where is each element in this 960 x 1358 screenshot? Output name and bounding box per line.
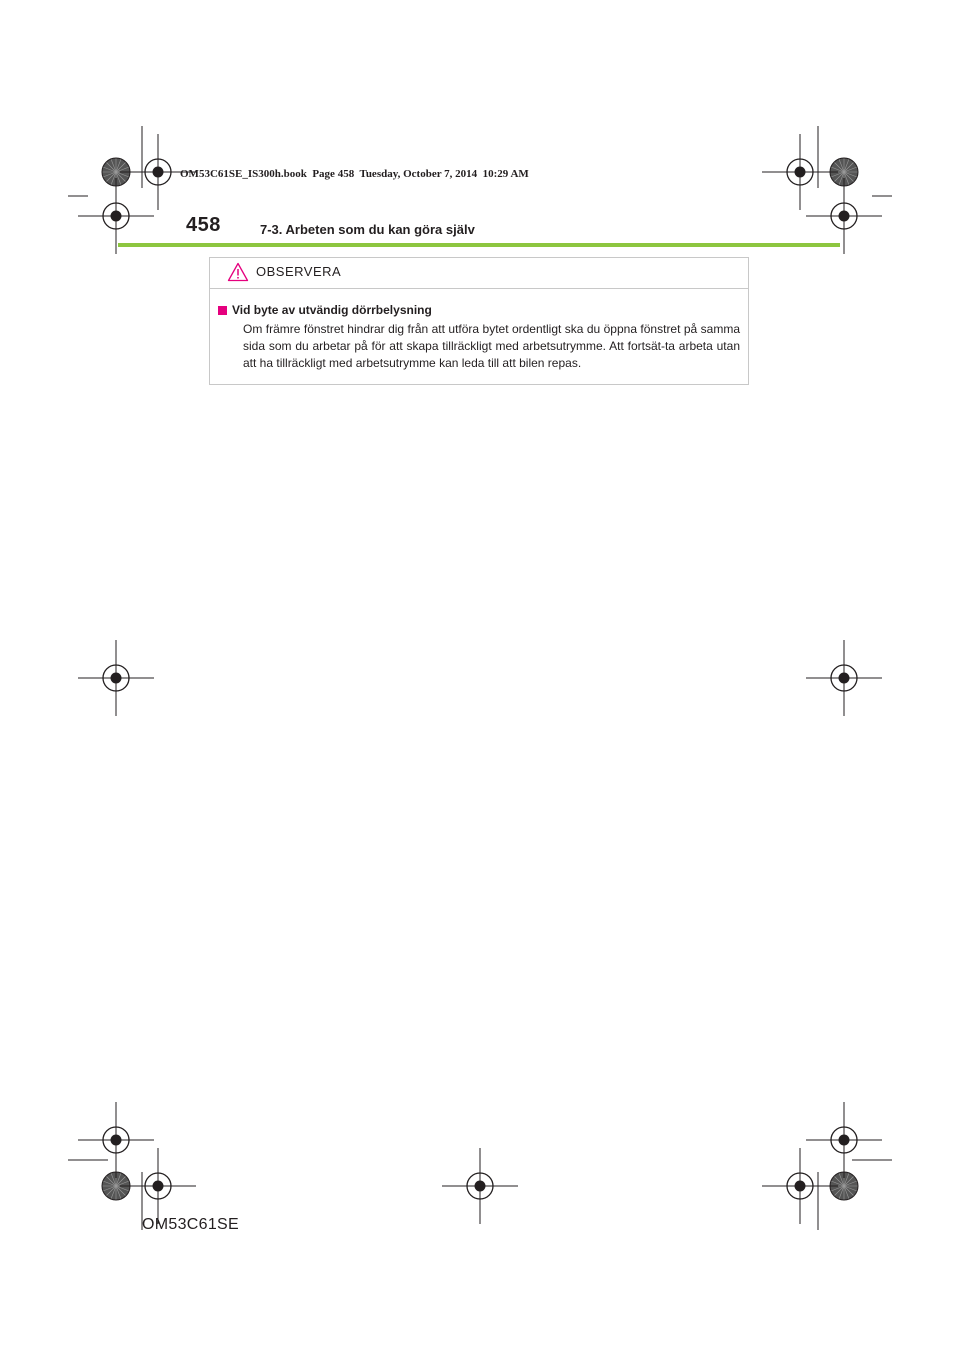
caution-body bbox=[210, 289, 748, 372]
caution-item-heading-text: Vid byte av utvändig dörrbelysning bbox=[232, 303, 432, 317]
caution-label: OBSERVERA bbox=[256, 264, 342, 279]
section-title: 7-3. Arbeten som du kan göra själv bbox=[260, 222, 475, 237]
print-info: OM53C61SE_IS300h.book Page 458 Tuesday, October 7, 2014 10:29 AM bbox=[180, 168, 529, 180]
header-rule bbox=[118, 243, 840, 247]
square-bullet-icon bbox=[218, 306, 227, 315]
page-number: 458 bbox=[186, 214, 221, 236]
caution-item-text: Om främre fönstret hindrar dig från att utföra bytet ordentligt ska du öppna fönstret på samma sida som du arbetar på för att skapa tillräckligt med arbetsutrymme. Att fortsät-ta arbeta utan att ha tillräckligt med arbetsutrymme kan leda till att bilen repas. bbox=[243, 322, 740, 370]
caution-item-heading bbox=[218, 303, 740, 317]
warning-triangle-icon bbox=[227, 262, 249, 282]
caution-header bbox=[210, 258, 748, 289]
document-code: OM53C61SE bbox=[142, 1216, 239, 1233]
caution-box bbox=[209, 257, 749, 385]
